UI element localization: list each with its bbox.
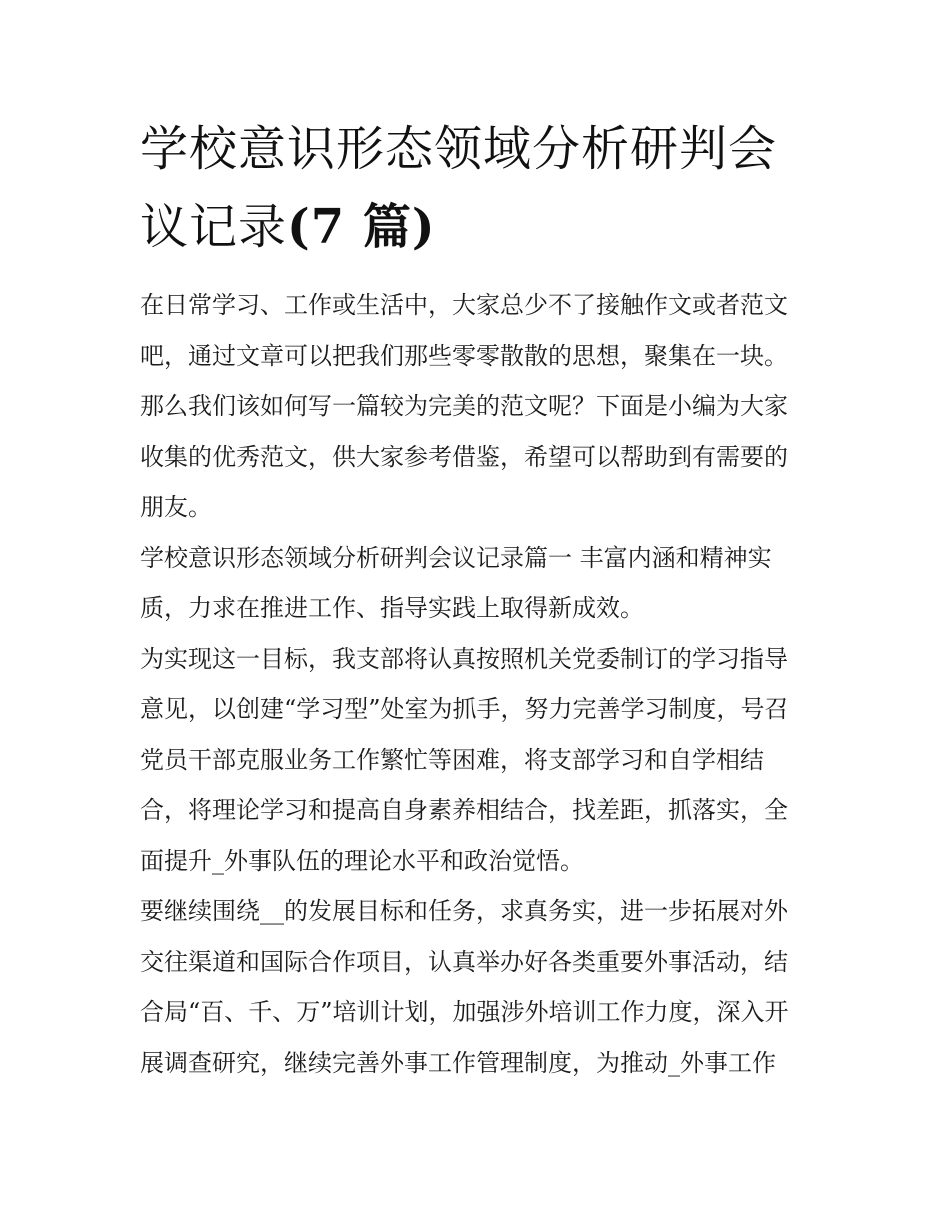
document-page [140,110,820,1088]
paragraph-line: 面提升_外事队伍的理论水平和政治觉悟。 [140,846,584,875]
document-title [140,110,820,266]
paragraph-line: 党员干部克服业务工作繁忙等困难，将支部学习和自学相结 [140,745,764,774]
document-body [140,280,820,1088]
paragraph-foreign-affairs [140,886,820,1088]
title-line-1: 学校意识形态领域分析研判会 [140,121,778,177]
paragraph-section-one [140,533,820,634]
title-line-2 [140,188,820,266]
paragraph-line: 意见，以创建“学习型”处室为抓手，努力完善学习制度，号召 [140,695,789,723]
paragraph-study-plan [140,634,820,887]
paragraph-line: 交往渠道和国际合作项目，认真举办好各类重要外事活动，结 [140,947,788,976]
paragraph-line: 合，将理论学习和提高自身素养相结合，找差距，抓落实，全 [140,796,788,824]
title-line-2-text: 议记录 [140,199,288,255]
paragraph-intro [140,280,820,533]
paragraph-line: 学校意识形态领域分析研判会议记录篇一 丰富内涵和精神实 [140,543,772,572]
paragraph-line: 吧，通过文章可以把我们那些零零散散的思想，聚集在一块。 [140,341,788,370]
paragraph-line: 收集的优秀范文，供大家参考借鉴，希望可以帮助到有需要的 [140,442,788,471]
paragraph-line: 要继续围绕__的发展目标和任务，求真务实，进一步拓展对外 [140,897,788,925]
paragraph-line: 在日常学习、工作或生活中，大家总少不了接触作文或者范文 [140,291,788,319]
paragraph-line: 那么我们该如何写一篇较为完美的范文呢？下面是小编为大家 [140,392,788,420]
paragraph-line: 质，力求在推进工作、指导实践上取得新成效。 [140,594,644,622]
paragraph-line: 展调查研究，继续完善外事工作管理制度，为推动_外事工作 [140,1048,776,1077]
paragraph-line: 朋友。 [140,493,212,521]
title-count: (7 篇) [287,199,436,255]
paragraph-line: 合局“百、千、万”培训计划，加强涉外培训工作力度，深入开 [140,998,789,1026]
paragraph-line: 为实现这一目标，我支部将认真按照机关党委制订的学习指导 [140,644,788,673]
